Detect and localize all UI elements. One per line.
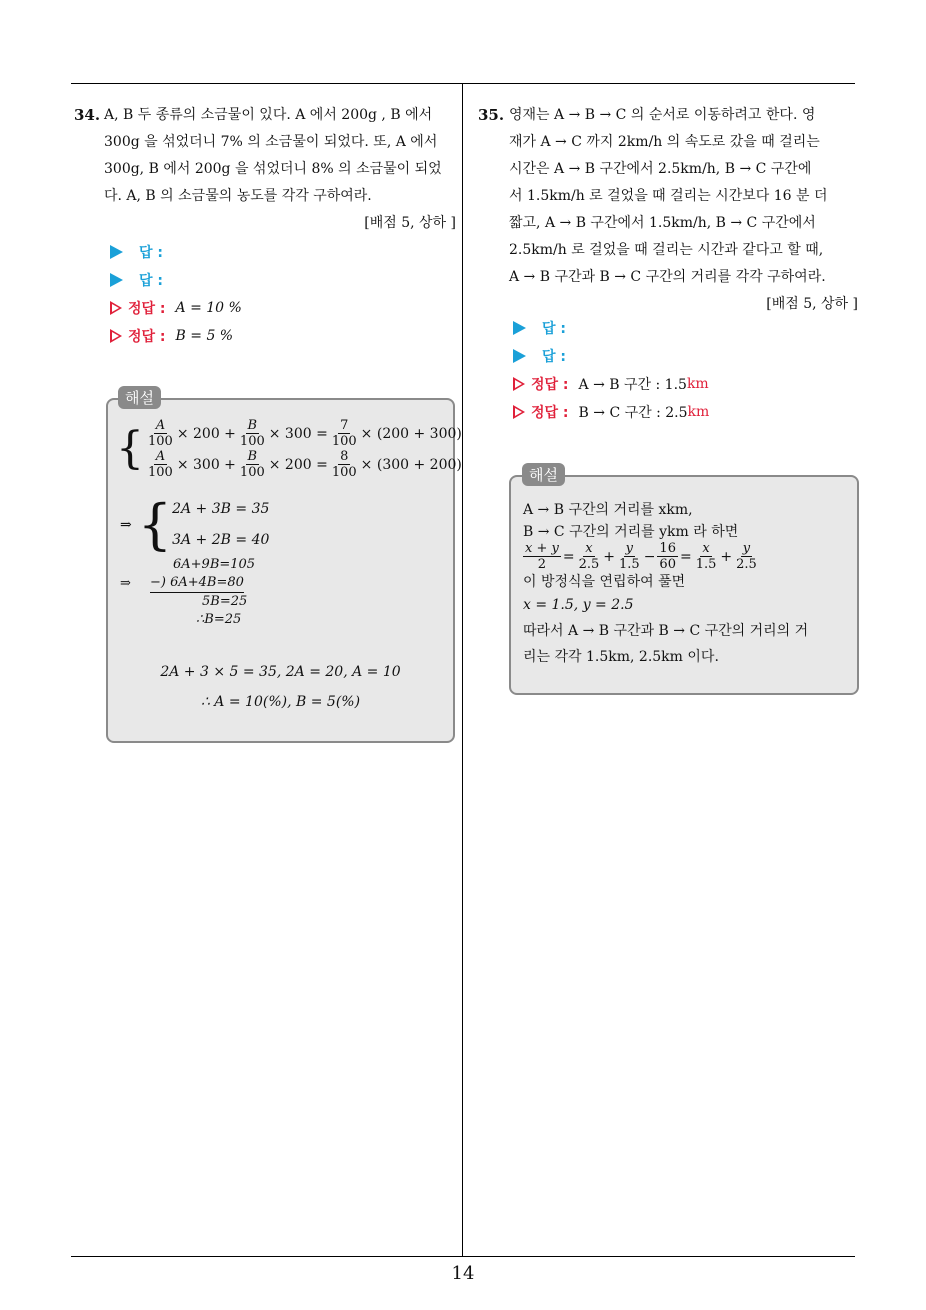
equation-row: $\frac{A}{100}$ × 200 + $\frac{B}{100}$ × 300 = $\frac{7}{100}$ × (200 + 300) — [148, 418, 462, 449]
top-rule — [71, 83, 855, 84]
fraction: $\frac{A}{100}$ — [148, 449, 173, 480]
fraction: $\frac{8}{100}$ — [331, 449, 357, 480]
play-triangle-icon — [513, 321, 526, 335]
solution-box-35 — [509, 475, 859, 695]
solution-line: B → C 구간의 거리를 ykm 라 하면 — [523, 524, 739, 540]
question-34 — [74, 102, 456, 237]
correct-answer-row — [513, 370, 709, 398]
outline-triangle-icon — [513, 405, 525, 419]
question-text-line: 재가 A → C 까지 2km/h 의 속도로 갔을 때 걸리는 — [509, 134, 820, 150]
answer-row[interactable] — [110, 238, 242, 266]
play-triangle-icon — [513, 349, 526, 363]
linear-system — [120, 494, 269, 556]
left-brace: { — [137, 493, 173, 556]
play-triangle-icon — [110, 245, 123, 259]
answer-label: 답 : — [542, 321, 566, 337]
correct-answer-value: B → C 구간 : 2.5 — [578, 405, 688, 421]
solution-tag: 해설 — [522, 463, 565, 486]
answer-block-35 — [513, 314, 709, 426]
equation-row: $\frac{A}{100}$ × 300 + $\frac{B}{100}$ × 200 = $\frac{8}{100}$ × (300 + 200) — [148, 449, 462, 480]
solution-tag: 해설 — [118, 386, 161, 409]
solution-line: 리는 각각 1.5km, 2.5km 이다. — [523, 649, 719, 665]
question-text-line: 짧고, A → B 구간에서 1.5km/h, B → C 구간에서 — [509, 215, 816, 231]
solution-line: x = 1.5, y = 2.5 — [523, 597, 634, 613]
solution-line: A → B 구간의 거리를 xkm, — [523, 502, 693, 518]
question-text-line: 다. A, B 의 소금물의 농도를 각각 구하여라. — [104, 188, 372, 204]
correct-label: 정답 : — [128, 329, 166, 345]
question-text-line: A, B 두 종류의 소금물이 있다. A 에서 200g , B 에서 — [104, 107, 433, 123]
fraction: $\frac{x}{2.5}$ — [578, 541, 600, 572]
question-text-line: 300g 을 섞었더니 7% 의 소금물이 되었다. 또, A 에서 — [104, 134, 438, 150]
correct-answer-row — [110, 322, 242, 350]
answer-row[interactable] — [513, 314, 709, 342]
fraction: $\frac{A}{100}$ — [148, 418, 173, 449]
correct-answer-row — [110, 294, 242, 322]
column-divider — [462, 83, 463, 1256]
fraction: $\frac{7}{100}$ — [331, 418, 357, 449]
answer-label: 답 : — [139, 245, 163, 261]
fraction: $\frac{B}{100}$ — [239, 449, 265, 480]
correct-answer-unit: km — [686, 376, 709, 392]
fraction: $\frac{y}{1.5}$ — [619, 541, 640, 572]
answer-row[interactable] — [110, 266, 242, 294]
correct-answer-value: A = 10 % — [175, 300, 242, 316]
question-number: 35. — [478, 106, 505, 124]
question-text-line: 2.5km/h 로 걸었을 때 걸리는 시간과 같다고 할 때, — [509, 242, 824, 258]
answer-row[interactable] — [513, 342, 709, 370]
outline-triangle-icon — [110, 301, 122, 315]
implies-symbol: ⇒ — [120, 517, 132, 533]
score-meta: [배점 5, 상하 ] — [766, 296, 858, 312]
correct-label: 정답 : — [531, 405, 569, 421]
equation-row: $\frac{x + y}{2}$ = $\frac{x}{2.5}$ + $\frac{y}{1.5}$ − $\frac{16}{60}$ = $\frac{x}{1.5}$ + $\frac{y}{2.5}$ — [525, 541, 757, 572]
correct-answer-row — [513, 398, 709, 426]
correct-label: 정답 : — [531, 377, 569, 393]
bottom-rule — [71, 1256, 855, 1257]
solution-line: 2A + 3 × 5 = 35, 2A = 20, A = 10 — [160, 664, 401, 680]
page-number: 14 — [451, 1263, 475, 1284]
correct-answer-unit: km — [687, 404, 710, 420]
question-number: 34. — [74, 106, 101, 124]
outline-triangle-icon — [513, 377, 525, 391]
answer-block-34 — [110, 238, 242, 350]
fraction: $\frac{B}{100}$ — [239, 418, 265, 449]
solution-line: 이 방정식을 연립하여 풀면 — [523, 574, 686, 590]
left-brace: { — [116, 423, 144, 474]
equation-system — [116, 418, 462, 480]
correct-answer-value: B = 5 % — [175, 328, 234, 344]
question-text-line: A → B 구간과 B → C 구간의 거리를 각각 구하여라. — [509, 269, 826, 285]
solution-line: 따라서 A → B 구간과 B → C 구간의 거리의 거 — [523, 623, 809, 639]
play-triangle-icon — [110, 273, 123, 287]
score-meta: [배점 5, 상하 ] — [364, 215, 456, 231]
question-35 — [478, 102, 858, 318]
outline-triangle-icon — [110, 329, 122, 343]
question-text-line: 서 1.5km/h 로 걸었을 때 걸리는 시간보다 16 분 더 — [509, 188, 828, 204]
question-text-line: 300g, B 에서 200g 을 섞었더니 8% 의 소금물이 되었 — [104, 161, 442, 177]
system-equation: 2A + 3B = 35 — [172, 501, 270, 517]
fraction: $\frac{16}{60}$ — [659, 541, 676, 572]
system-equation: 3A + 2B = 40 — [172, 532, 270, 548]
elimination-step: 6A+9B=105 ⇒ −) 6A+4B=80 5B=25 ∴B=25 — [120, 557, 256, 627]
answer-label: 답 : — [139, 273, 163, 289]
correct-label: 정답 : — [128, 301, 166, 317]
fraction: $\frac{x + y}{2}$ — [525, 541, 559, 572]
question-text-line: 영재는 A → B → C 의 순서로 이동하려고 한다. 영 — [509, 107, 816, 123]
question-text-line: 시간은 A → B 구간에서 2.5km/h, B → C 구간에 — [509, 161, 812, 177]
solution-box-34 — [106, 398, 462, 743]
correct-answer-value: A → B 구간 : 1.5 — [578, 377, 687, 393]
answer-label: 답 : — [542, 349, 566, 365]
fraction: $\frac{x}{1.5}$ — [695, 541, 717, 572]
solution-line: ∴ A = 10(%), B = 5(%) — [200, 694, 361, 710]
fraction: $\frac{y}{2.5}$ — [736, 541, 757, 572]
implies-symbol: ⇒ — [120, 575, 131, 591]
